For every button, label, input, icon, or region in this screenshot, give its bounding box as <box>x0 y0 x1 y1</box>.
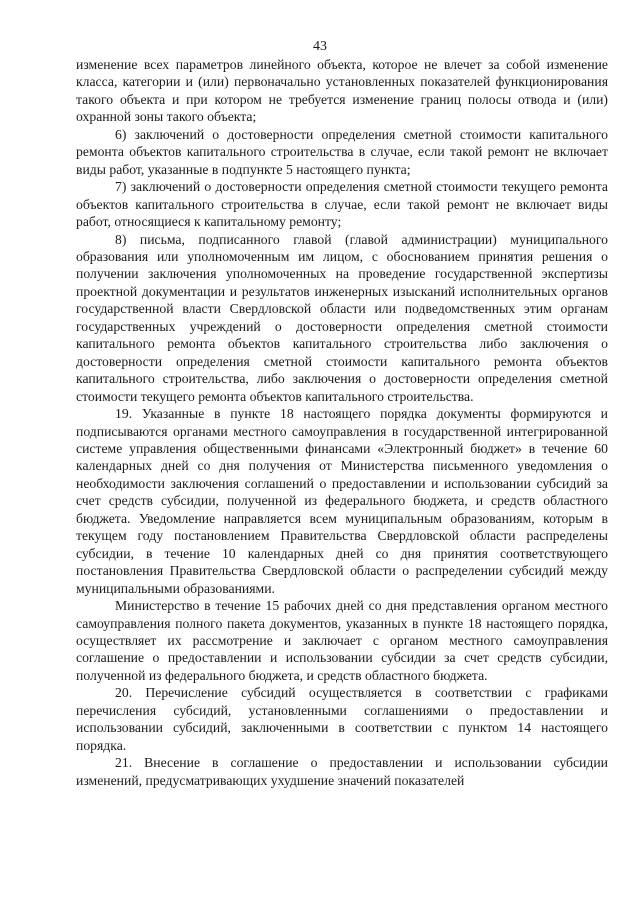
paragraph: 6) заключений о достоверности определения сметной стоимости капитального ремонта объектов капитального строительства в случае, если такой ремонт не включает виды работ, указанные в подпункте 5 настоящего пункта; <box>76 126 608 177</box>
paragraph: 21. Внесение в соглашение о предоставлении и использовании субсидии изменений, предусматривающих ухудшение значений показателей <box>76 755 608 788</box>
paragraph: 8) письма, подписанного главой (главой администрации) муниципального образования или уполномоченным им лицом, с обоснованием принятия решения о получении заключения уполномоченных на проведение государственной экспертизы проектной документации и результатов инженерных изысканий исполнительных органов государственной власти Свердловской области или подведомственных этим органам государственных учреждений о достоверности определения сметной стоимости капитального ремонта объектов капитального строительства либо заключения о достоверности определения сметной стоимости капитального ремонта объектов капитального строительства, либо заключения о достоверности определения сметной стоимости текущего ремонта объектов капитального строительства. <box>76 231 608 404</box>
page-number: 43 <box>313 39 327 54</box>
paragraph: 20. Перечисление субсидий осуществляется в соответствии с графиками перечисления субсидий, установленными соглашениями о предоставлении и использовании субсидий, заключенными в соответствии с пунктом 14 настоящего порядка. <box>76 685 608 753</box>
paragraph: 7) заключений о достоверности определения сметной стоимости текущего ремонта объектов капитального строительства в случае, если такой ремонт не включает виды работ, относящиеся к капитальному ремонту; <box>76 179 608 230</box>
paragraph: 19. Указанные в пункте 18 настоящего порядка документы формируются и подписываются органами местного самоуправления в государственной интегрированной системе управления общественными финансами «Электронный бюджет» в течение 60 календарных дней со дня получения от Министерства письменного уведомления о необходимости заключения соглашений о предоставлении и использовании субсидий за счет средств субсидии, полученной из федерального бюджета, и средств областного бюджета. Уведомление направляется всем муниципальным образованиям, которым в текущем году постановлением Правительства Свердловской области распределены субсидии, в течение 10 календарных дней со дня принятия соответствующего постановления Правительства Свердловской области о распределении субсидий между муниципальными образованиями. <box>76 406 608 596</box>
document-body <box>76 56 608 789</box>
paragraph: Министерство в течение 15 рабочих дней со дня представления органом местного самоуправления полного пакета документов, указанных в пункте 18 настоящего порядка, осуществляет их рассмотрение и заключает с органом местного самоуправления соглашение о предоставлении и использовании субсидии за счет средств субсидии, полученной из федерального бюджета, и средств областного бюджета. <box>76 598 608 683</box>
paragraph: изменение всех параметров линейного объекта, которое не влечет за собой изменение класса, категории и (или) первоначально установленных показателей функционирования такого объекта и при котором не требуется изменение границ полосы отвода и (или) охранной зоны такого объекта; <box>76 57 608 125</box>
